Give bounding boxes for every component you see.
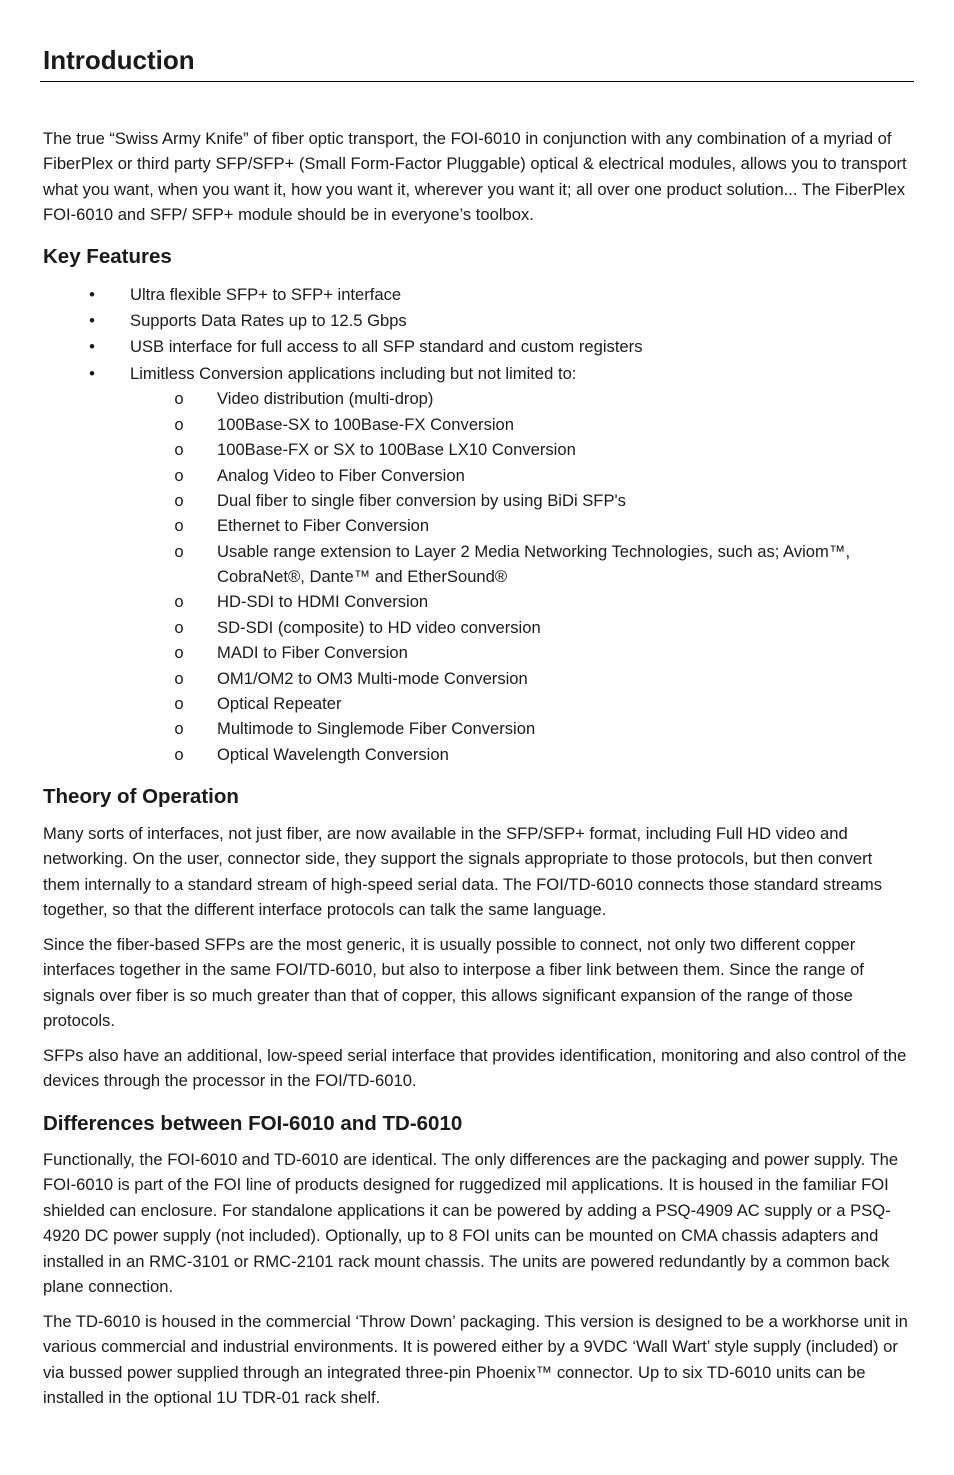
list-item-text: Supports Data Rates up to 12.5 Gbps (130, 311, 407, 330)
sub-list-item-text: Multimode to Singlemode Fiber Conversion (217, 719, 536, 738)
sub-list-item-text: MADI to Fiber Conversion (217, 643, 408, 662)
sub-bullet-icon: o (174, 669, 184, 688)
theory-paragraph: Since the fiber-based SFPs are the most generic, it is usually possible to connect, not only two different copper interfaces together in the same FOI/TD-6010, but also to interpose a fiber link between them. Since the range of signals over fiber is so much greater than that of copper, this allows significant expansion of the range of those protocols. (43, 935, 864, 1031)
sub-bullet-icon: o (174, 719, 184, 738)
theory-paragraph: Many sorts of interfaces, not just fiber, are now available in the SFP/SFP+ format, including Full HD video and networking. On the user, connector side, they support the signals appropriate to those protocols, but then convert them internally to a standard stream of high-speed serial data. The FOI/TD-6010 connects those standard streams together, so that the different interface protocols can talk the same language. (43, 824, 883, 920)
sub-bullet-icon: o (174, 618, 184, 637)
sub-list-item-text: HD-SDI to HDMI Conversion (217, 592, 429, 611)
sub-list-item-text: CobraNet®, Dante™ and EtherSound® (217, 567, 508, 586)
sub-bullet-icon: o (174, 466, 184, 485)
intro-paragraph: The true “Swiss Army Knife” of fiber optic transport, the FOI-6010 in conjunction with any combination of a myriad of FiberPlex or third party SFP/SFP+ (Small Form-Factor Pluggable) optical & electrical modules, allows you to transport what you want, when you want it, how you want it, wherever you want it; all over one product solution... The FiberPlex FOI-6010 and SFP/ SFP+ module should be in everyone’s toolbox. (43, 129, 907, 225)
sub-bullet-icon: o (174, 415, 184, 434)
differences-paragraph: Functionally, the FOI-6010 and TD-6010 are identical. The only differences are the packaging and power supply. The FOI-6010 is part of the FOI line of products designed for ruggedized mil applications. It is housed in the familiar FOI shielded can enclosure. For standalone applications it can be powered by adding a PSQ-4909 AC supply or a PSQ-4920 DC power supply (not included). Optionally, up to 8 FOI units can be mounted on CMA chassis adapters and installed in an RMC-3101 or RMC-2101 rack mount chassis. The units are powered redundantly by a common back plane connection. (43, 1150, 899, 1297)
key-features-heading: Key Features (43, 245, 172, 268)
sub-bullet-icon: o (174, 440, 184, 459)
sub-bullet-icon: o (174, 542, 184, 561)
sub-list-item-text: Video distribution (multi-drop) (217, 389, 434, 408)
differences-paragraph: The TD-6010 is housed in the commercial ‘Throw Down’ packaging. This version is designed to be a workhorse unit in various commercial and industrial environments. It is powered either by a 9VDC ‘Wall Wart’ style supply (included) or via bussed power supplied through an integrated three-pin Phoenix™ connector. Up to six TD-6010 units can be installed in the optional 1U TDR-01 rack shelf. (43, 1312, 908, 1408)
page-title: Introduction (43, 45, 195, 75)
sub-bullet-icon: o (174, 516, 184, 535)
bullet-icon: • (89, 311, 95, 330)
list-item-text: USB interface for full access to all SFP standard and custom registers (130, 337, 643, 356)
sub-list-item-text: OM1/OM2 to OM3 Multi-mode Conversion (217, 669, 528, 688)
sub-list-item-text: Dual fiber to single fiber conversion by using BiDi SFP's (217, 491, 626, 510)
sub-bullet-icon: o (174, 745, 184, 764)
sub-list-item-text: 100Base-SX to 100Base-FX Conversion (217, 415, 515, 434)
sub-list-item-text: 100Base-FX or SX to 100Base LX10 Conversion (217, 440, 576, 459)
sub-list-item-text: Analog Video to Fiber Conversion (217, 466, 465, 485)
sub-bullet-icon: o (174, 643, 184, 662)
sub-bullet-icon: o (174, 389, 184, 408)
title-underline (40, 81, 914, 82)
theory-heading: Theory of Operation (43, 785, 239, 808)
sub-list-item-text: Ethernet to Fiber Conversion (217, 516, 430, 535)
bullet-icon: • (89, 364, 95, 383)
sub-list-item-text: SD-SDI (composite) to HD video conversion (217, 618, 541, 637)
sub-bullet-icon: o (174, 491, 184, 510)
list-item-text: Limitless Conversion applications including but not limited to: (130, 364, 577, 383)
theory-paragraph: SFPs also have an additional, low-speed serial interface that provides identification, monitoring and also control of the devices through the processor in the FOI/TD-6010. (43, 1046, 907, 1091)
differences-heading: Differences between FOI-6010 and TD-6010 (43, 1112, 463, 1135)
bullet-icon: • (89, 337, 95, 356)
sub-bullet-icon: o (174, 592, 184, 611)
sub-list-item-text: Usable range extension to Layer 2 Media Networking Technologies, such as; Aviom™, (217, 542, 851, 561)
bullet-icon: • (89, 285, 95, 304)
sub-list-item-text: Optical Repeater (217, 694, 342, 713)
list-item-text: Ultra flexible SFP+ to SFP+ interface (130, 285, 402, 304)
sub-list-item-text: Optical Wavelength Conversion (217, 745, 449, 764)
sub-bullet-icon: o (174, 694, 184, 713)
